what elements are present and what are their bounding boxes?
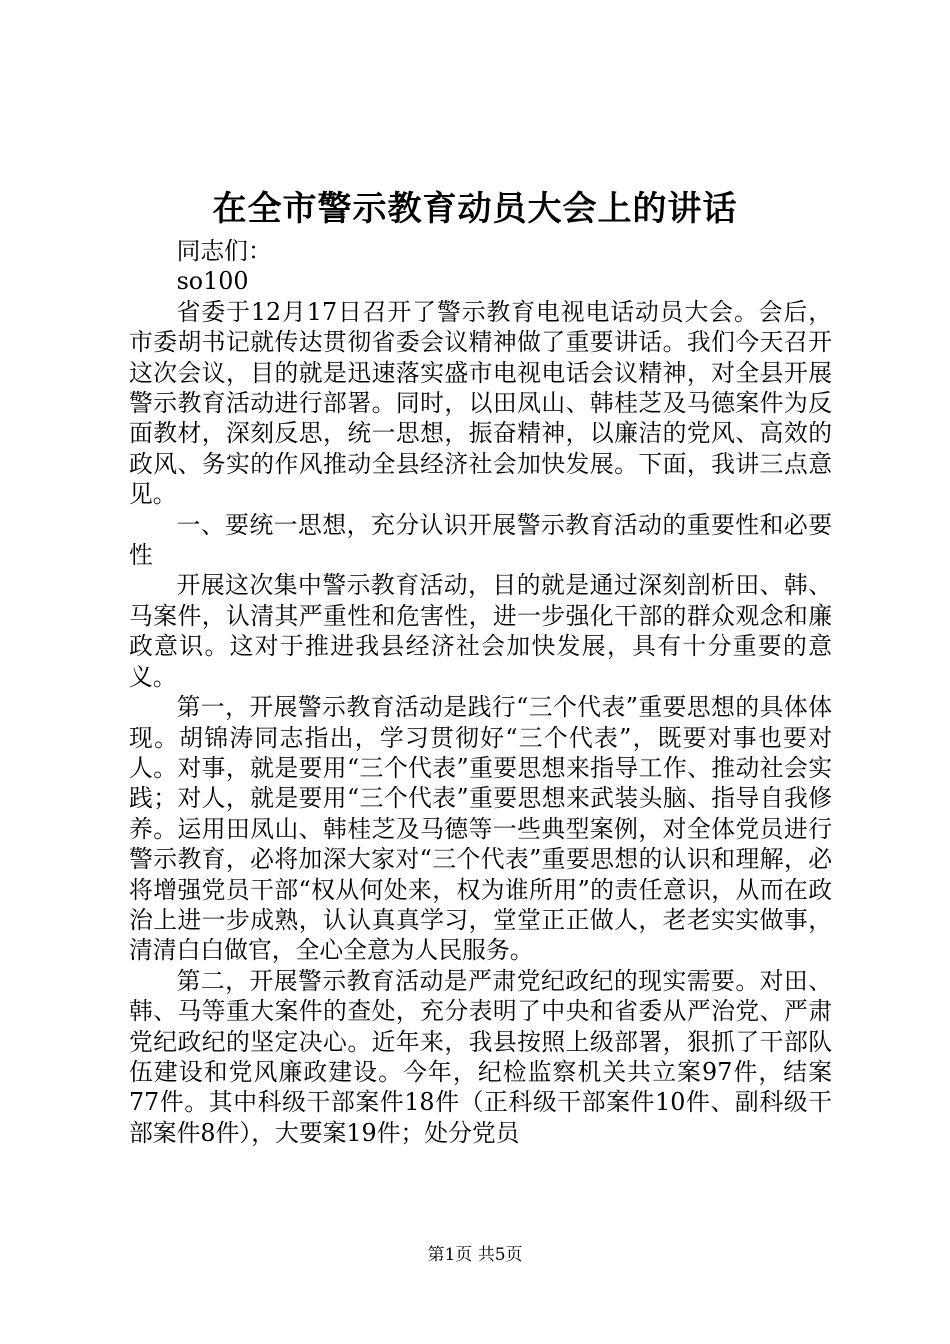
section-heading: 一、要统一思想，充分认识开展警示教育活动的重要性和必要性 — [129, 510, 832, 570]
salutation-paragraph: 同志们： — [176, 237, 272, 265]
body-paragraph: 省委于12月17日召开了警示教育电视电话动员大会。会后，市委胡书记就传达贯彻省委会议精神做了重要讲话。我们今天召开这次会议，目的就是迅速落实盛市电视电话会议精神，对全县开展警示教育活动进行部署。同时，以田凤山、韩桂芝及马德案件为反面教材，深刻反思，统一思想，振奋精神，以廉洁的党风、高效的政风、务实的作风推动全县经济社会加快发展。下面，我讲三点意见。 — [129, 297, 832, 509]
document-title: 在全市警示教育动员大会上的讲话 — [212, 189, 738, 229]
page-number: 第1页 共5页 — [427, 1245, 523, 1265]
body-paragraph: 第一，开展警示教育活动是践行“三个代表”重要思想的具体体现。胡锦涛同志指出，学习贯彻好“三个代表”，既要对事也要对人。对事，就是要用“三个代表”重要思想来指导工作、推动社会实践；对人，就是要用“三个代表”重要思想来武装头脑、指导自我修养。运用田凤山、韩桂芝及马德等一些典型案例，对全体党员进行警示教育，必将加深大家对“三个代表”重要思想的认识和理解，必将增强党员干部“权从何处来，权为谁所用”的责任意识，从而在政治上进一步成熟，认认真真学习，堂堂正正做人，老老实实做事，清清白白做官，全心全意为人民服务。 — [129, 693, 832, 965]
body-paragraph: 开展这次集中警示教育活动，目的就是通过深刻剖析田、韩、马案件，认清其严重性和危害性，进一步强化干部的群众观念和廉政意识。这对于推进我县经济社会加快发展，具有十分重要的意义。 — [129, 571, 832, 691]
body-paragraph: 第二，开展警示教育活动是严肃党纪政纪的现实需要。对田、韩、马等重大案件的查处，充分表明了中央和省委从严治党、严肃党纪政纪的坚定决心。近年来，我县按照上级部署，狠抓了干部队伍建设和党风廉政建设。今年，纪检监察机关共立案97件，结案77件。其中科级干部案件18件（正科级干部案件10件、副科级干部案件8件），大要案19件；处分党员 — [129, 966, 832, 1147]
body-paragraph: so100 — [176, 267, 249, 296]
document-body — [129, 236, 832, 1148]
